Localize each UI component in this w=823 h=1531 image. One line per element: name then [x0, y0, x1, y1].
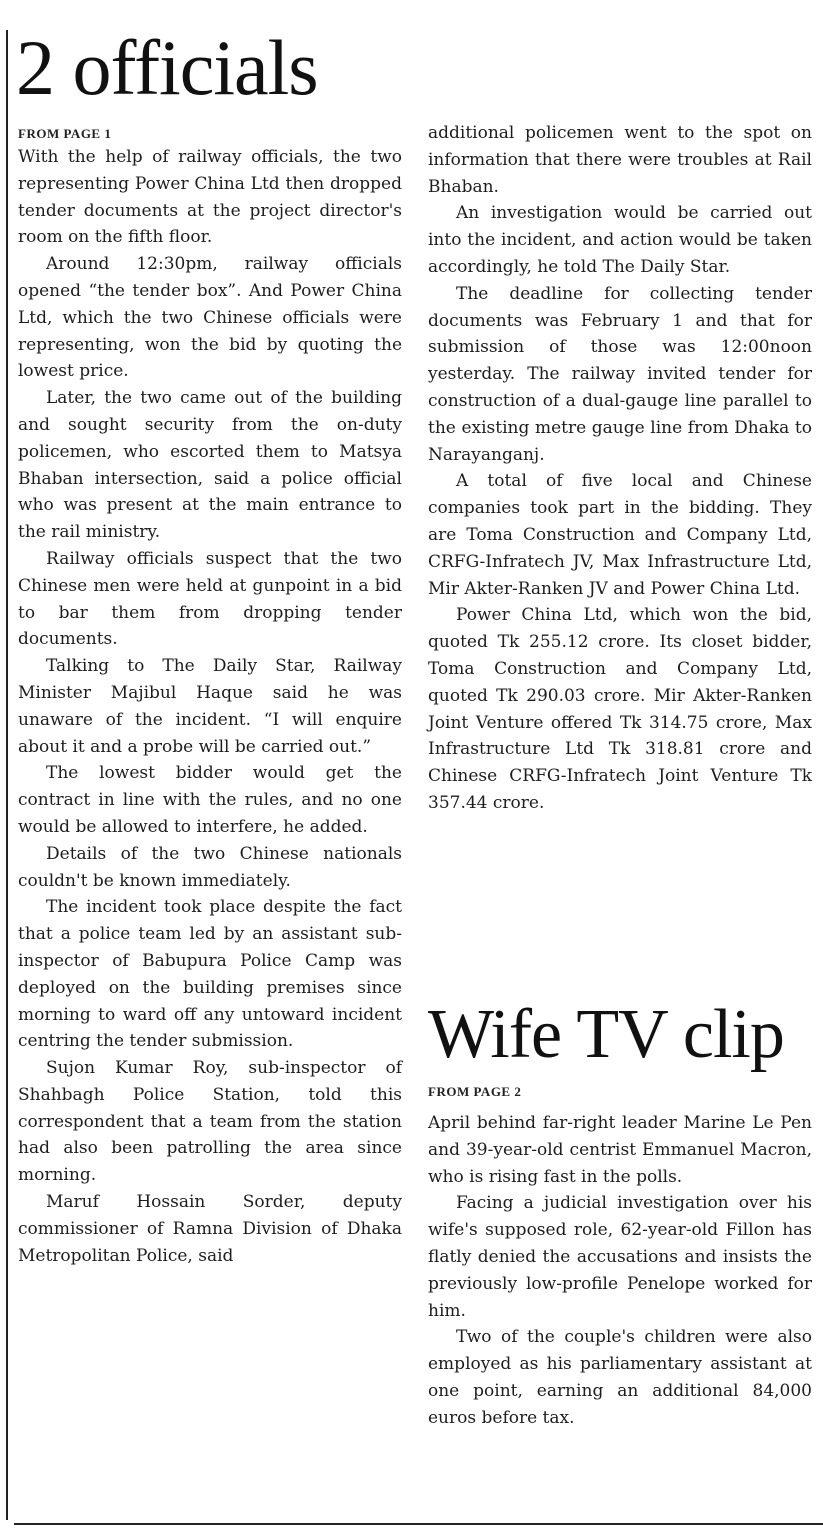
paragraph: The incident took place despite the fact that a police team led by an assistant sub-inspector of Babupura Police Camp was deployed on the building premises since morning to ward off any untoward incident centring the tender submission.	[18, 897, 402, 1052]
paragraph: Railway officials suspect that the two Chinese men were held at gunpoint in a bid to bar them from dropping tender documents.	[18, 548, 402, 650]
paragraph: The lowest bidder would get the contract in line with the rules, and no one would be allowed to interfere, he added.	[18, 763, 402, 837]
story1-column-1	[18, 144, 402, 1269]
paragraph: Facing a judicial investigation over his wife's supposed role, 62-year-old Fillon has flatly denied the accusations and insists the previously low-profile Penelope worked for him.	[428, 1193, 812, 1321]
paragraph: Details of the two Chinese nationals couldn't be known immediately.	[18, 843, 402, 891]
story1-column-2	[428, 120, 812, 817]
paragraph: additional policemen went to the spot on information that there were troubles at Rail Bhaban.	[428, 123, 812, 197]
paragraph: A total of five local and Chinese companies took part in the bidding. They are Toma Construction and Company Ltd, CRFG-Infratech JV, Max Infrastructure Ltd, Mir Akter-Ranken JV and Power China Ltd.	[428, 471, 812, 599]
story2-column	[428, 1110, 812, 1432]
paragraph: Maruf Hossain Sorder, deputy commissioner of Ramna Division of Dhaka Metropolitan Police, said	[18, 1192, 402, 1266]
story1-headline: 2 officials	[16, 24, 318, 111]
paragraph: Later, the two came out of the building and sought security from the on-duty policemen, who escorted them to Matsya Bhaban intersection, said a police official who was present at the main entrance to the rail ministry.	[18, 388, 402, 543]
paragraph: Talking to The Daily Star, Railway Minister Majibul Haque said he was unaware of the incident. “I will enquire about it and a probe will be carried out.”	[18, 656, 402, 757]
paragraph: Two of the couple's children were also employed as his parliamentary assistant at one point, earning an additional 84,000 euros before tax.	[428, 1327, 812, 1428]
paragraph: Power China Ltd, which won the bid, quoted Tk 255.12 crore. Its closet bidder, Toma Construction and Company Ltd, quoted Tk 290.03 crore. Mir Akter-Ranken Joint Venture offered Tk 314.75 crore, Max Infrastructure Ltd Tk 318.81 crore and Chinese CRFG-Infratech Joint Venture Tk 357.44 crore.	[428, 605, 812, 813]
story2-headline: Wife TV clip	[428, 996, 784, 1073]
left-column-rule	[6, 30, 8, 1520]
story1-kicker: FROM PAGE 1	[18, 126, 112, 141]
paragraph: An investigation would be carried out into the incident, and action would be taken accordingly, he told The Daily Star.	[428, 203, 812, 277]
paragraph: Around 12:30pm, railway officials opened “the tender box”. And Power China Ltd, which the two Chinese officials were representing, won the bid by quoting the lowest price.	[18, 254, 402, 382]
paragraph: With the help of railway officials, the two representing Power China Ltd then dropped tender documents at the project director's room on the fifth floor.	[18, 147, 402, 248]
paragraph: The deadline for collecting tender documents was February 1 and that for submission of those was 12:00noon yesterday. The railway invited tender for construction of a dual-gauge line parallel to the existing metre gauge line from Dhaka to Narayanganj.	[428, 283, 812, 465]
paragraph: April behind far-right leader Marine Le Pen and 39-year-old centrist Emmanuel Macron, who is rising fast in the polls.	[428, 1113, 812, 1187]
bottom-rule	[14, 1523, 823, 1525]
story2-kicker: FROM PAGE 2	[428, 1084, 522, 1099]
paragraph: Sujon Kumar Roy, sub-inspector of Shahbagh Police Station, told this correspondent that a team from the station had also been patrolling the area since morning.	[18, 1058, 402, 1186]
